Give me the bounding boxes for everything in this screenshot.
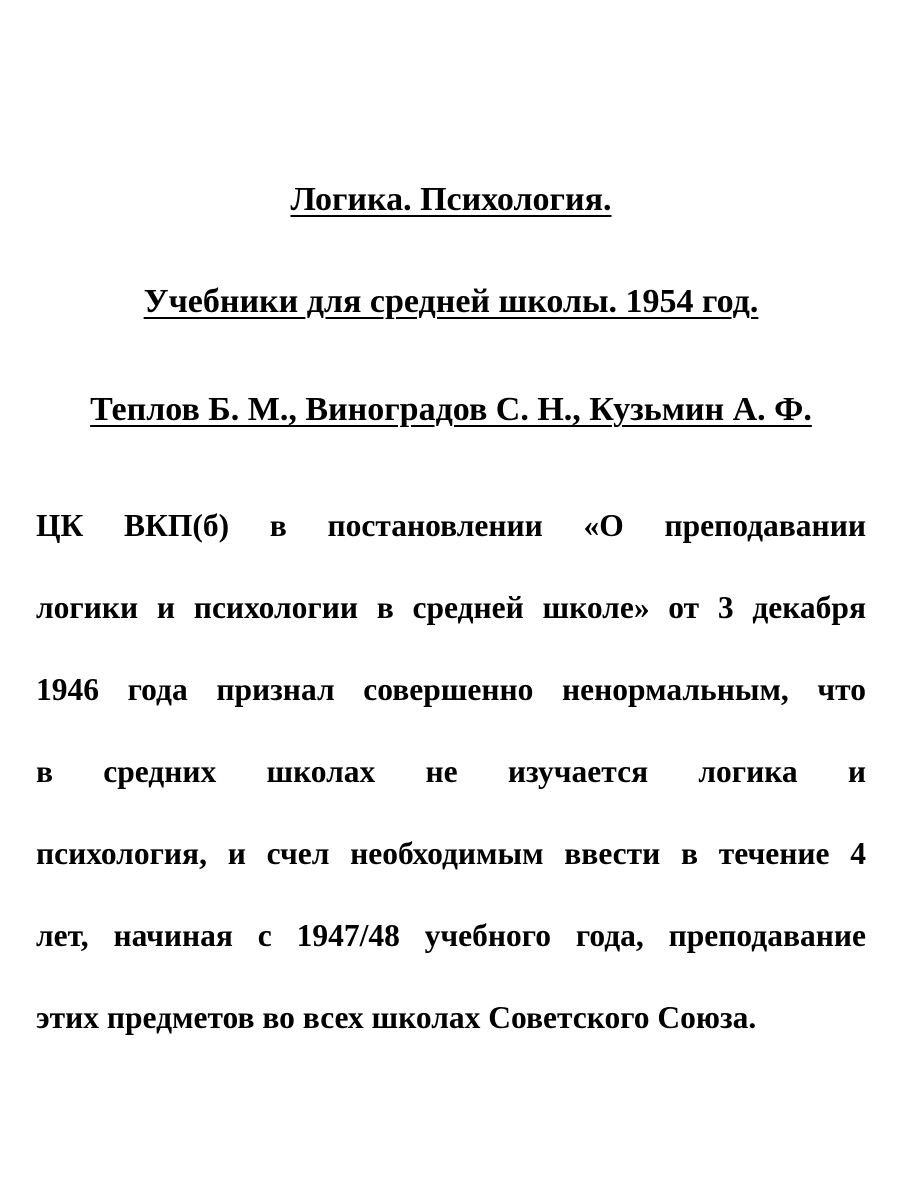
- document-title: [36, 180, 866, 220]
- document-authors: [36, 390, 866, 430]
- paragraph-line: этих предметов во всех школах Советского Союза.: [36, 1000, 757, 1035]
- document-page: [36, 0, 866, 1200]
- document-authors-text: Теплов Б. М., Виноградов С. Н., Кузьмин А. Ф.: [90, 391, 812, 428]
- paragraph-line: 1946 года признал совершенно ненормальным, что: [36, 672, 866, 707]
- paragraph-line: лет, начиная с 1947/48 учебного года, преподавание: [36, 918, 866, 953]
- paragraph: [36, 485, 866, 1059]
- paragraph-line: логики и психологии в средней школе» от 3 декабря: [36, 590, 866, 625]
- document-title-text: Логика. Психология.: [290, 181, 612, 218]
- document-subtitle-text: Учебники для средней школы. 1954 год.: [143, 283, 759, 320]
- document-subtitle: [36, 282, 866, 322]
- paragraph-line: в средних школах не изучается логика и: [36, 754, 866, 789]
- paragraph-line: психология, и счел необходимым ввести в течение 4: [36, 836, 866, 871]
- paragraph-line: ЦК ВКП(б) в постановлении «О преподавании: [36, 508, 866, 543]
